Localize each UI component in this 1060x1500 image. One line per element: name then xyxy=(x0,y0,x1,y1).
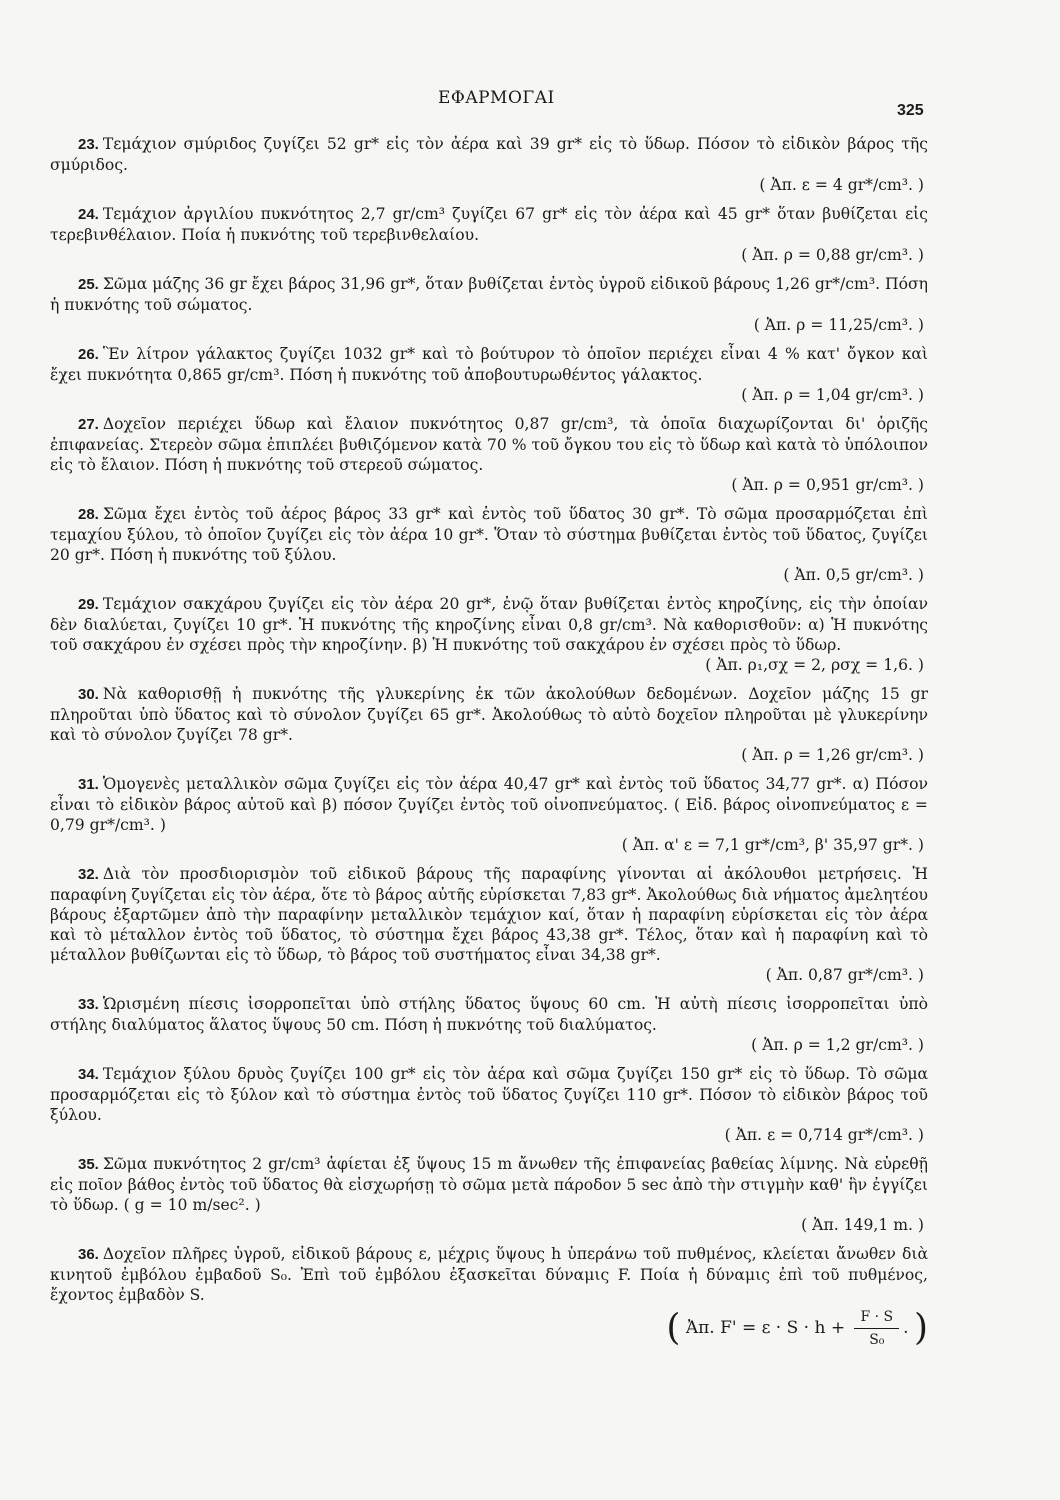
problem-text: Τεμάχιον σμύριδος ζυγίζει 52 gr* εἰς τὸν ἀέρα καὶ 39 gr* εἰς τὸ ὕδωρ. Πόσον τὸ εἰδικὸν βάρος τῆς σμύριδος. xyxy=(50,135,928,174)
problem-answer: ( Ἀπ. ρ = 1,26 gr/cm³. ) xyxy=(741,746,924,764)
fraction-numerator: F · S xyxy=(854,1307,899,1329)
problem xyxy=(50,414,928,495)
problem-answer: ( Ἀπ. ρ = 11,25/cm³. ) xyxy=(753,316,924,334)
problem xyxy=(50,774,928,855)
problem-text: Ὡρισμένη πίεσις ἰσορροπεῖται ὑπὸ στήλης ὕδατος ὕψους 60 cm. Ἡ αὐτὴ πίεσις ἰσορροπεῖται ὑπὸ στήλης διαλύματος ἅλατος ὕψους 50 cm. Πόση ἡ πυκνότης τοῦ διαλύματος. xyxy=(50,995,928,1034)
problem-number: 30. xyxy=(78,686,99,703)
problem-number: 33. xyxy=(78,996,99,1013)
problem-text: Νὰ καθορισθῇ ἡ πυκνότης τῆς γλυκερίνης ἐκ τῶν ἀκολούθων δεδομένων. Δοχεῖον μάζης 15 gr πληροῦται ὑπὸ ὕδατος καὶ τὸ σύνολον ζυγίζει 65 gr*. Ἀκολούθως τὸ αὐτὸ δοχεῖον πληροῦται μὲ γλυκερίνην καὶ τὸ σύνολον ζυγίζει 78 gr*. xyxy=(50,685,928,744)
problem-answer: ( Ἀπ. ρ₁,σχ = 2, ρσχ = 1,6. ) xyxy=(705,656,924,674)
problem-number: 27. xyxy=(78,416,99,433)
problem-number: 28. xyxy=(78,506,99,523)
open-paren: ( xyxy=(666,1307,681,1349)
problem xyxy=(50,274,928,335)
problem-answer: ( Ἀπ. 0,5 gr/cm³. ) xyxy=(783,566,924,584)
problem xyxy=(50,684,928,765)
problem-text: Τεμάχιον ξύλου δρυὸς ζυγίζει 100 gr* εἰς τὸν ἀέρα καὶ σῶμα ζυγίζει 150 gr* εἰς τὸ ὕδωρ. Τὸ σῶμα προσαρμόζεται εἰς τὸ ξύλον καὶ τὸ σύστημα ἐντὸς τοῦ ὕδατος ζυγίζει 110 gr*. Πόσον τὸ εἰδικὸν βάρος τοῦ ξύλου. xyxy=(50,1065,928,1124)
problem xyxy=(50,994,928,1055)
problem xyxy=(50,204,928,265)
problem-number: 25. xyxy=(78,276,99,293)
problem-text: Διὰ τὸν προσδιορισμὸν τοῦ εἰδικοῦ βάρους τῆς παραφίνης γίνονται αἱ ἀκόλουθοι μετρήσεις. Ἡ παραφίνη ζυγίζεται εἰς τὸν ἀέρα, ὅτε τὸ βάρος αὐτῆς εὑρίσκεται 7,83 gr*. Ἀκολούθως διὰ νήματος ἀμελητέου βάρους ἐξαρτῶμεν ἀπὸ τὴν παραφίνην μεταλλικὸν τεμάχιον καί, ὅταν ἡ παραφίνη εὑρίσκεται εἰς τὸν ἀέρα καὶ τὸ μέταλλον ἐντὸς τοῦ ὕδατος, τὸ σύστημα ἔχει βάρος 43,38 gr*. Τέλος, ὅταν καὶ ἡ παραφίνη καὶ τὸ μέταλλον βυθίζωνται εἰς τὸ ὕδωρ, τὸ βάρος τοῦ συστήματος εἶναι 34,38 gr*. xyxy=(50,865,928,964)
problem-number: 35. xyxy=(78,1156,99,1173)
problem-number: 34. xyxy=(78,1066,99,1083)
problem-text: Τεμάχιον ἀργιλίου πυκνότητος 2,7 gr/cm³ ζυγίζει 67 gr* εἰς τὸν ἀέρα καὶ 45 gr* ὅταν βυθίζεται εἰς τερεβινθέλαιον. Ποία ἡ πυκνότης τοῦ τερεβινθελαίου. xyxy=(50,205,928,244)
problem-answer: ( Ἀπ. ε = 0,714 gr*/cm³. ) xyxy=(724,1126,924,1144)
problem xyxy=(50,594,928,675)
problem-number: 36. xyxy=(78,1246,99,1263)
problem xyxy=(50,1064,928,1145)
problem xyxy=(50,504,928,585)
fraction-denominator: S₀ xyxy=(869,1332,885,1348)
problem xyxy=(50,864,928,985)
formula-answer xyxy=(50,1307,928,1350)
problem-answer: ( Ἀπ. α' ε = 7,1 gr*/cm³, β' 35,97 gr*. ) xyxy=(621,836,924,854)
running-title: ΕΦΑΡΜΟΓΑΙ xyxy=(438,88,555,108)
problem-answer: ( Ἀπ. ρ = 1,2 gr/cm³. ) xyxy=(751,1036,924,1054)
problem-text: Ὁμογενὲς μεταλλικὸν σῶμα ζυγίζει εἰς τὸν ἀέρα 40,47 gr* καὶ ἐντὸς τοῦ ὕδατος 34,77 gr*. α) Πόσον εἶναι τὸ εἰδικὸν βάρος αὐτοῦ καὶ β) πόσον ζυγίζει ἐντὸς τοῦ οἰνοπνεύματος. ( Εἰδ. βάρος οἰνοπνεύματος ε = 0,79 gr*/cm³. ) xyxy=(50,775,928,834)
formula-suffix: . xyxy=(903,1318,909,1338)
problem-text: Τεμάχιον σακχάρου ζυγίζει εἰς τὸν ἀέρα 20 gr*, ἐνῷ ὅταν βυθίζεται ἐντὸς κηροζίνης, εἰς τὴν ὁποίαν δὲν διαλύεται, ζυγίζει 10 gr*. Ἡ πυκνότης τῆς κηροζίνης εἶναι 0,8 gr/cm³. Νὰ καθορισθοῦν: α) Ἡ πυκνότης τοῦ σακχάρου ἐν σχέσει πρὸς τὴν κηροζίνην. β) Ἡ πυκνότης τοῦ σακχάρου ἐν σχέσει πρὸς τὸ ὕδωρ. xyxy=(50,595,928,654)
problem-text: Δοχεῖον πλῆρες ὑγροῦ, εἰδικοῦ βάρους ε, μέχρις ὕψους h ὑπεράνω τοῦ πυθμένος, κλείεται ἄνωθεν διὰ κινητοῦ ἐμβόλου ἐμβαδοῦ S₀. Ἐπὶ τοῦ ἐμβόλου ἐξασκεῖται δύναμις F. Ποία ἡ δύναμις ἐπὶ τοῦ πυθμένος, ἔχοντος ἐμβαδὸν S. xyxy=(50,1245,928,1304)
problem-list xyxy=(50,134,928,1359)
problem-answer: ( Ἀπ. ρ = 0,951 gr/cm³. ) xyxy=(731,476,924,494)
problem-text: Σῶμα πυκνότητος 2 gr/cm³ ἀφίεται ἐξ ὕψους 15 m ἄνωθεν τῆς ἐπιφανείας βαθείας λίμνης. Νὰ εὑρεθῇ εἰς ποῖον βάθος ἐντὸς τοῦ ὕδατος θὰ εἰσχωρήσῃ τὸ σῶμα μετὰ πάροδον 5 sec ἀπὸ τὴν στιγμὴν καθ' ἣν ἐγγίζει τὸ ὕδωρ. ( g = 10 m/sec². ) xyxy=(50,1155,928,1214)
problem-answer: ( Ἀπ. 149,1 m. ) xyxy=(801,1216,924,1234)
problem-number: 31. xyxy=(78,776,99,793)
problem-text: Σῶμα μάζης 36 gr ἔχει βάρος 31,96 gr*, ὅταν βυθίζεται ἐντὸς ὑγροῦ εἰδικοῦ βάρους 1,26 gr*/cm³. Πόση ἡ πυκνότης τοῦ σώματος. xyxy=(50,275,928,314)
problem xyxy=(50,344,928,405)
problem-text: Δοχεῖον περιέχει ὕδωρ καὶ ἔλαιον πυκνότητος 0,87 gr/cm³, τὰ ὁποῖα διαχωρίζονται δι' ὁριζῆς ἐπιφανείας. Στερεὸν σῶμα ἐπιπλέει βυθιζόμενον κατὰ 70 % τοῦ ὄγκου του εἰς τὸ ὕδωρ καὶ κατὰ τὸ ὑπόλοιπον εἰς τὸ ἔλαιον. Πόση ἡ πυκνότης τοῦ στερεοῦ σώματος. xyxy=(50,415,928,474)
page-header xyxy=(0,88,1060,118)
problem-number: 29. xyxy=(78,596,99,613)
formula-prefix: Ἀπ. F' = ε · S · h + xyxy=(685,1318,846,1338)
page-number: 325 xyxy=(897,102,924,119)
problem-answer: ( Ἀπ. ρ = 0,88 gr/cm³. ) xyxy=(741,246,924,264)
problem-number: 23. xyxy=(78,136,99,153)
problem-text: Σῶμα ἔχει ἐντὸς τοῦ ἀέρος βάρος 33 gr* καὶ ἐντὸς τοῦ ὕδατος 30 gr*. Τὸ σῶμα προσαρμόζεται ἐπὶ τεμαχίου ξύλου, τὸ ὁποῖον ζυγίζει εἰς τὸν ἀέρα 10 gr*. Ὅταν τὸ σύστημα βυθίζεται ἐντὸς τοῦ ὕδατος, ζυγίζει 20 gr*. Πόση ἡ πυκνότης τοῦ ξύλου. xyxy=(50,505,928,564)
close-paren: ) xyxy=(913,1307,928,1349)
formula-fraction xyxy=(854,1307,899,1350)
problem-answer: ( Ἀπ. 0,87 gr*/cm³. ) xyxy=(765,966,924,984)
problem-answer: ( Ἀπ. ρ = 1,04 gr/cm³. ) xyxy=(741,386,924,404)
problem-text: Ἓν λίτρον γάλακτος ζυγίζει 1032 gr* καὶ τὸ βούτυρον τὸ ὁποῖον περιέχει εἶναι 4 % κατ' ὄγκον καὶ ἔχει πυκνότητα 0,865 gr/cm³. Πόση ἡ πυκνότης τοῦ ἀποβουτυρωθέντος γάλακτος. xyxy=(50,345,928,384)
problem-answer: ( Ἀπ. ε = 4 gr*/cm³. ) xyxy=(759,176,924,194)
problem xyxy=(50,1154,928,1235)
problem-number: 32. xyxy=(78,866,99,883)
problem-36 xyxy=(50,1244,928,1350)
problem-number: 24. xyxy=(78,206,99,223)
problem-number: 26. xyxy=(78,346,99,363)
problem xyxy=(50,134,928,195)
